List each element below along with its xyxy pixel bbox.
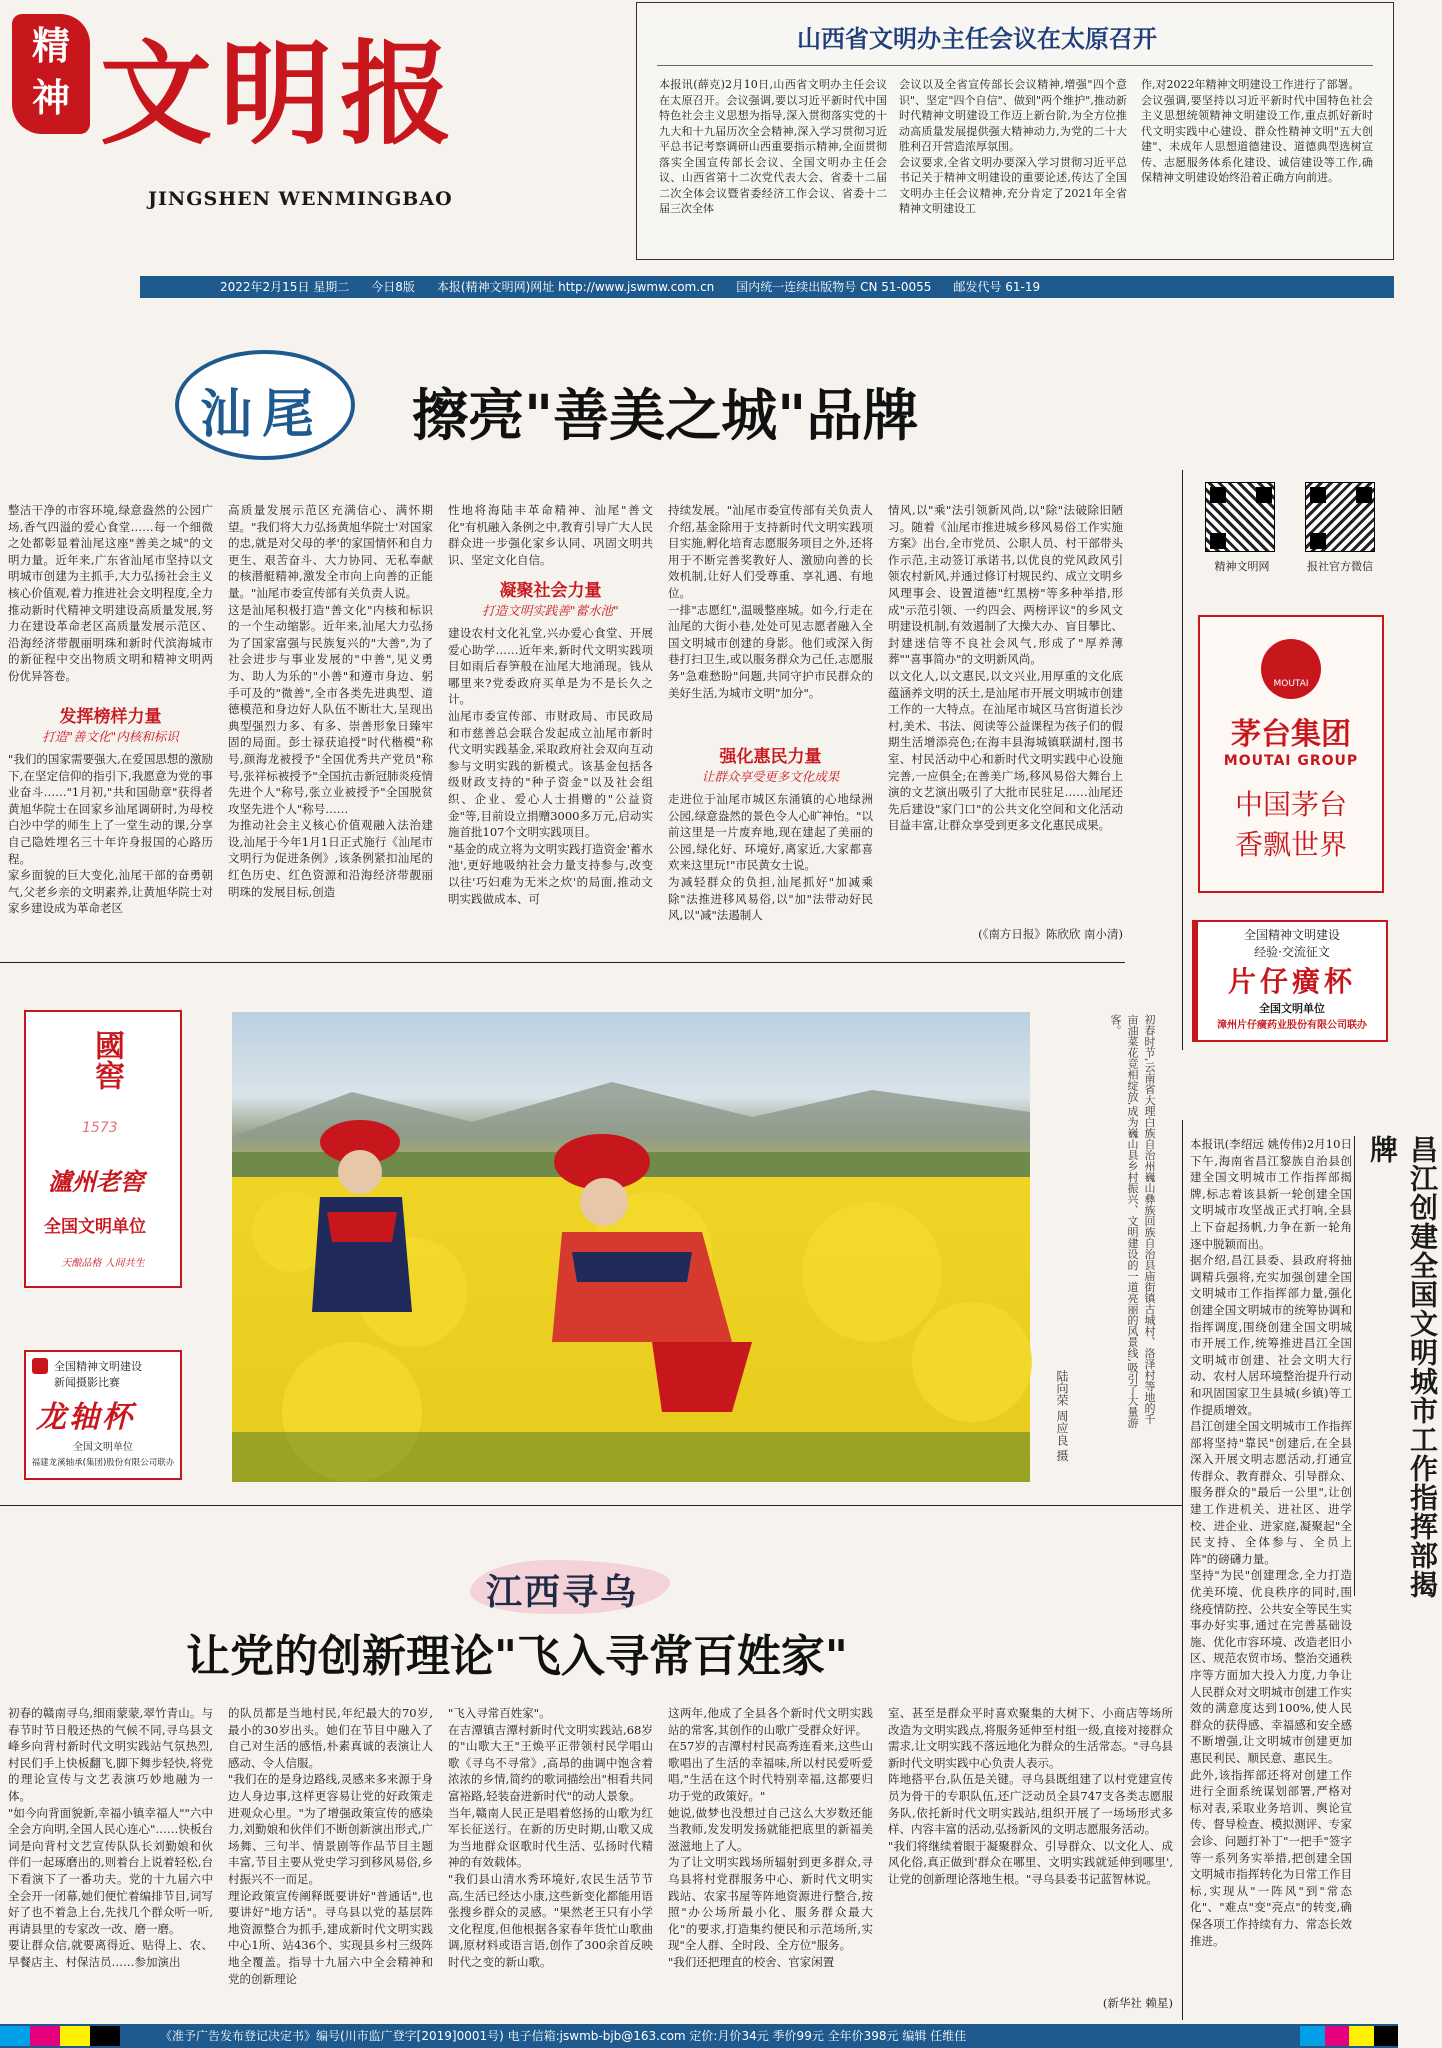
dateline-bar xyxy=(140,276,1394,298)
logo-seal: 精 神 xyxy=(12,14,90,134)
f1-col4-deck: 让群众享受更多文化成果 xyxy=(701,769,840,784)
moutai-slogan1: 中国茅台 xyxy=(1234,788,1347,821)
pzh-top1: 全国精神文明建设 xyxy=(1243,928,1340,942)
feature1-col1 xyxy=(8,502,213,948)
f1-col3-text: 性地将海陆丰革命精神、汕尾"善文化"有机融入条例之中,教育引导广大人民群众进一步强化家乡认同、巩固文明共识、坚定文化自信。 xyxy=(448,503,653,567)
feature1-col2 xyxy=(228,502,433,948)
guojiao-unit: 全国文明单位 xyxy=(44,1217,146,1237)
footer-text: 《准予广告发布登记决定书》编号(川市监广登字[2019]0001号) 电子信箱:jswmb-bjb@163.com 定价:月价34元 季价99元 全年价398元 编辑 任维佳 xyxy=(160,2029,967,2043)
feature1-col5 xyxy=(888,502,1123,948)
qr-code-wechat xyxy=(1305,482,1375,552)
feature2-col4: 这两年,他成了全县各个新时代文明实践站的常客,其创作的山歌广受群众好评。 在57岁的吉潭村村民高秀连看来,这些山歌唱出了生活的幸福味,所以村民爱听爱唱,"生活在这个时代特别幸福,这都要归功于党的政策好。" 她说,做梦也没想过自己这么大岁数还能当教师,发发明发扬就能把底里的新福美滋滋地上了人。 为了让文明实践场所辐射到更多群众,寻乌县将村党群服务中心、新时代文明实践站、农家书屋等阵地资源进行整合,按照"办公场所最小化、服务群众最大化"的要求,打造集约便民和示范场所,实现"全人群、全时段、全方位"服务。 "我们还把理直的校舍、官家闲置 xyxy=(668,1706,873,1969)
photo-scene xyxy=(232,1012,1030,1482)
f2-col5-text: 室、甚至是群众平时喜欢聚集的大树下、小商店等场所改造为文明实践点,将服务延伸至村组一级,直接对接群众需求,让文明实践不落远地化为群众的生活常态。"寻乌县新时代文明实践中心负责人表示。 阵地搭平台,队伍是关键。寻乌县既组建了以村党建宣传员为骨干的专职队伍,还广泛动员全县747支各类志愿服务队,依托新时代文明实践站,组织开展了一场场形式多样、内容丰富的活动,弘扬新风的文明志愿服务活动。 "我们将继续着眼于凝聚群众、引导群众、以文化人、成风化俗,真正做到'群众在哪里、文明实践就延伸到哪里',让党的创新理论落地生根。"寻乌县委书记蓝智林说。 xyxy=(888,1706,1173,1886)
feature2-col1: 初春的赣南寻乌,细雨蒙蒙,翠竹青山。与春节时节日般还热的气候不同,寻乌县文峰乡向背村新时代文明实践站气氛热烈,村民们手上快板翻飞,脚下舞步轻快,将党的理论宣传与文艺表演巧妙地融为一体。 "如今向背面貌新,幸福小镇幸福人""六中全会方向明,全国人民心连心"……快板台词是向背村文艺宣传队队长刘勤娘和伙伴们一起琢磨出的,则着台上说着轻松,台下看演下了一番功夫。党的十九届六中全会开一闭幕,她们便忙着编排节目,词写好了也不着急上台,先找几个群众听一听,再请县里的专家改一改、磨一磨。 要让群众信,就要离得近、贴得上、农、早餐店主、村保洁员……参加演出 xyxy=(8,1706,213,1969)
f1-col2-text: 高质量发展示范区充满信心、满怀期望。"我们将大力弘扬黄旭华院士'对国家的忠,就是对父母的孝'的家国情怀和自力更生、艰苦奋斗、大力协同、无私奉献的核潜艇精神,激发全市向上向善的正能量。"汕尾市委宣传部有关负责人说。 这是汕尾积极打造"善文化"内核和标识的一个生动缩影。近年来,汕尾大力弘扬为了国家富强与民族复兴的"大善",为了社会进步与事业发展的"中善",见义勇为、助人为乐的"小善"和遵市身边、躬手可及的"微善",全市各类先进典型、道德模范和身边好人队伍不断壮大,呈现出典型强烈力多、有多、崇善形象日臻牢固的局面。彭士禄获追授"时代楷模"称号,颜海龙被授予"全国优秀共产党员"称号,张祥标被授予"全国抗击新冠肺炎疫情先进个人"称号,张立业被授予"全国脱贫攻坚先进个人"称号…… 为推动社会主义核心价值观融入法治建设,汕尾于今年1月1日正式施行《汕尾市文明行为促进条例》,该条例紧扣汕尾的红色历史、红色资源和沿海经济带靓丽明珠的发展目标,创造 xyxy=(228,503,433,899)
section-divider-1 xyxy=(0,962,1125,963)
top-news-box xyxy=(636,2,1394,260)
lzb-name: 龙轴杯 xyxy=(36,1400,135,1435)
footer-bar xyxy=(0,2024,1398,2048)
feature1-headline: 擦亮"善美之城"品牌 xyxy=(412,384,919,449)
changjiang-text: 本报讯(李绍远 姚传伟)2月10日下午,海南省昌江黎族自治县创建全国文明城市工作指挥部揭牌,标志着该县新一轮创建全国文明城市攻坚战正式打响,全县上下奋起扬帆,力争在新一轮角逐中脱颖而出。 据介绍,昌江县委、县政府将抽调精兵强将,充实加强创建全国文明城市工作指挥部力量,强化创建全国文明城市的统筹协调和指挥调度,围绕创建全国文明城市开展工作,统筹推进昌江全国文明城市创建、社会文明大行动、农村人居环境整治提升行动和巩固国家卫生县城(乡镇)等工作提质增效。 昌江创建全国文明城市工作指挥部将坚持"靠民"创建后,在全县深入开展文明志愿活动,打通宣传群众、教育群众、引导群众、服务群众的"最后一公里",让创建工作进机关、进社区、进学校、进企业、进家庭,凝聚起"全民支持、全体参与、全员上阵"的磅礴力量。 坚持"为民"创建理念,全力打造优美环境、优良秩序的同时,围绕疫情防控、公共安全等民生实事办好实事,通过在完善基础设施、优化市容环境、改造老旧小区、规范农贸市场、整治交通秩序等方面加大投入力度,力争让人民群众对文明城市创建工作实效的满意度达到100%,使人民群众的获得感、幸福感和安全感不断增强,让文明城市创建更加惠民利民、顺民意、惠民生。 此外,该指挥部还将对创建工作进行全面系统谋划部署,严格对标对表,采取业务培训、舆论宣传、督导检查、模拟测评、专家会诊、问题打补丁"一把手"签字等一系列务实举措,把创建全国文明城市指挥转化为日常工作目标,实现从"一阵风"到"常态化"、"难点"变"亮点"的转变,确保各项工作持续有力、常态长效推进。 xyxy=(1190,1137,1352,1948)
changjiang-divider2 xyxy=(1354,1136,1355,1596)
sidebar-divider xyxy=(1182,470,1183,1050)
photo-credit: 陆向荣 周应良 摄 xyxy=(1055,1370,1069,1462)
postal-code: 邮发代号 61-19 xyxy=(953,280,1041,294)
rapeseed-photo xyxy=(232,1012,1030,1482)
top-news-col2: 会议以及全省宣传部长会议精神,增强"四个意识"、坚定"四个自信"、做到"两个维护",推动新时代精神文明建设工作迈上新台阶,为全方位推动高质量发展提供强大精神动力,为党的二十大胜利召开营造浓厚氛围。 会议要求,全省文明办要深入学习贯彻习近平总书记关于精神文明建设的重要论述,传达了全国文明办主任会议精神,充分肯定了2021年全省精神文明建设工 xyxy=(899,78,1127,215)
f1-col4-text: 持续发展。"汕尾市委宣传部有关负责人介绍,基金除用于支持新时代文明实践项目实施,孵化培育志愿服务项目之外,还将用于不断完善奖教好人、激励向善的长效机制,让好人们受尊重、享礼遇、有地位。 一排"志愿红",温暖整座城。如今,行走在汕尾的大街小巷,处处可见志愿者融入全国文明城市创建的身影。他们或深入街巷打扫卫生,或以服务群众为己任,志愿服务"急难愁盼"问题,共同守护市民群众的美好生活,为城市文明"加分"。 xyxy=(668,503,873,700)
cn-number: 国内统一连续出版物号 CN 51-0055 xyxy=(736,280,932,294)
f1-col1-subhead: 发挥榜样力量 xyxy=(59,707,162,727)
woman-left xyxy=(312,1120,412,1312)
f1-col3-subhead: 凝聚社会力量 xyxy=(499,581,602,601)
top-news-col3: 作,对2022年精神文明建设工作进行了部署。 会议强调,要坚持以习近平新时代中国特色社会主义思想统领精神文明建设工作,重点抓好新时代文明实践中心建设、群众性精神文明"五大创建"、未成年人思想道德建设、道德典型选树宣传、志愿服务体系化建设、诚信建设等工作,确保精神文明建设始终沿着正确方向前进。 xyxy=(1141,78,1373,184)
luzhou-logo: 瀘州老窖 xyxy=(48,1167,144,1196)
pages-today: 今日8版 xyxy=(371,280,415,294)
lzb-top1: 全国精神文明建设 xyxy=(54,1360,142,1373)
color-registration-marks xyxy=(0,2026,120,2046)
feature2-headline: 让党的创新理论"飞入寻常百姓家" xyxy=(186,1631,848,1682)
moutai-en: MOUTAI GROUP xyxy=(1223,753,1359,769)
issue-date: 2022年2月15日 星期二 xyxy=(220,280,350,294)
f1-col1-text: 整洁干净的市容环境,绿意盎然的公园广场,香气四溢的爱心食堂……每一个细微之处都彰显着汕尾这座"善美之城"的文明力量。近年来,广东省汕尾市坚持以文明城市创建为主抓手,大力弘扬社会主义核心价值观,着力推进社会文明程度,全力推动新时代精神文明建设高质量发展,努力在建设革命老区高质量发展示范区、沿海经济带靓丽明珠和新时代滨海城市的新征程中交出物质文明和精神文明两份优异答卷。 xyxy=(8,503,213,683)
lzb-company: 福建龙溪轴承(集团)股份有限公司联办 xyxy=(31,1458,175,1468)
feature2-col2: 的队员都是当地村民,年纪最大的70岁,最小的30岁出头。她们在节目中融入了自己对生活的感悟,朴素真诚的表演让人感动、令人信服。 "我们在的是身边路线,灵感来多来源于身边人身边事,这样更容易让党的好政策走进观众心里。"为了增强政策宣传的感染力,刘勤娘和伙伴们不断创新演出形式,广场舞、三句半、情景剧等作品节目主题丰富,节目主要从党史学习到移风易俗,乡村振兴不一而足。 理论政策宣传阐释既要讲好"普通话",也要讲好"地方话"。寻乌县以党的基层阵地资源整合为抓手,建成新时代文明实践中心1所、站436个、实现县乡村三级阵地全覆盖。指导十九届六中全会精神和党的创新理论 xyxy=(228,1706,433,1986)
guojiao-year: 1573 xyxy=(82,1120,118,1136)
f1-col3b-text: 建设农村文化礼堂,兴办爱心食堂、开展爱心助学……近年来,新时代文明实践项目如雨后春笋般在汕尾大地涌现。钱从哪里来?党委政府买单是为不是长久之计。 汕尾市委宣传部、市财政局、市民政局和市慈善总会联合发起成立汕尾市新时代文明实践基金,采取政府社会双向互动参与文明实践的新模式。该基金包括各级财政支持的"种子资金"以及社会组织、企业、爱心人士捐赠的"公益资金"等,目前设立捐赠3000多万元,启动实施首批107个文明实践项目。 "基金的成立将为文明实践打造资金'蓄水池',更好地吸纳社会力量支持参与,改变以往'巧妇难为无米之炊'的局面,推动文明实践做成本、可 xyxy=(448,626,653,906)
f1-col4b-text: 走进位于汕尾市城区东涌镇的心地绿洲公园,绿意盎然的景色令人心旷神怡。"以前这里是一片废弃地,现在建起了美丽的公园,绿化好、环境好,离家近,大家都喜欢来这里玩!"市民黄女士说。 为减轻群众的负担,汕尾抓好"加减乘除"法推进移风易俗,以"加"法带动好民风,以"减"法遏制人 xyxy=(668,792,873,923)
pzh-name: 片仔癀杯 xyxy=(1227,965,1356,998)
color-registration-marks-right xyxy=(1300,2026,1398,2046)
kicker-xunwu: 江西寻乌 xyxy=(486,1571,639,1613)
feature1-col3 xyxy=(448,502,653,948)
changjiang-divider xyxy=(1182,1120,1183,2020)
guojiao-logo: 國窖 xyxy=(89,1030,124,1090)
feature2-col5 xyxy=(888,1705,1173,2015)
photo-caption: 初春时节,云南省大理白族自治州巍山彝族回族自治县庙街镇古城村、洛泽村等地的千亩油菜花竞相绽放,成为巍山县乡村振兴、文明建设的一道亮丽的风景线,吸引了大量游客。 xyxy=(1109,1014,1156,1428)
pinyin: JINGSHEN WENMINGBAO xyxy=(148,188,453,210)
website: 本报(精神文明网)网址 http://www.jswmw.com.cn xyxy=(436,280,715,294)
f1-col1b-text: "我们的国家需要强大,在爱国思想的激励下,在坚定信仰的指引下,我愿意为党的事业奋斗……"1月初,"共和国勋章"获得者黄旭华院士在回家乡汕尾调研时,为母校白沙中学的师生上了一堂生动的课,分享自己隐姓埋名三十年许身报国的心路历程。 家乡面貌的巨大变化,汕尾干部的奋勇朝气,父老乡亲的文明素养,让黄旭华院士对家乡建设成为革命老区 xyxy=(8,752,213,916)
feature1-col4 xyxy=(668,502,873,948)
longzhou-ad xyxy=(24,1350,182,1480)
guojiao-ad xyxy=(24,1010,182,1288)
f1-col1-deck: 打造"善文化"内核和标识 xyxy=(42,729,179,744)
moutai-ad xyxy=(1198,615,1384,893)
top-news-col1: 本报讯(薛克)2月10日,山西省文明办主任会议在太原召开。会议强调,要以习近平新时代中国特色社会主义思想为指导,深入贯彻落实党的十九大和十九届历次全会精神,深入学习贯彻习近平总书记考察调研山西重要指示精神,全面贯彻落实全国宣传部长会议、全国文明办主任会议、山西省第十二次党代表大会、省委十二届二次全体会议暨省委经济工作会议、省委十二届三次全体 xyxy=(659,78,887,215)
logo-wordmark: 文明报 xyxy=(100,29,460,160)
f2-byline: (新华社 赖星) xyxy=(1102,1996,1173,2010)
lzb-logo xyxy=(32,1358,48,1374)
section-divider-2 xyxy=(0,1505,1182,1506)
top-news-title: 山西省文明办主任会议在太原召开 xyxy=(797,25,1157,53)
f1-col3-deck: 打造文明实践善"蓄水池" xyxy=(482,603,619,618)
qr-code-jswmw xyxy=(1205,482,1275,552)
qr1-label: 精神文明网 xyxy=(1214,560,1270,573)
qr2-label: 报社官方微信 xyxy=(1307,560,1373,573)
kicker-shanwei: 汕尾 xyxy=(200,384,325,445)
f1-col5-text: 情风,以"乘"法引领新风尚,以"除"法破除旧陋习。随着《汕尾市推进城乡移风易俗工作实施方案》出台,全市党员、公职人员、村干部带头作示范,主动签订承诺书,以优良的党风政风引领农村新风,并通过修订村规民约、成立文明乡风理事会、设置道德"红黑榜"等多种举措,形成"示范引领、一约四会、两榜评议"的乡风文明建设机制,有效遏制了大操大办、盲目攀比、封建迷信等不良社会风气,形成了"厚养薄葬""喜事简办"的文明新风尚。 以文化人,以文惠民,以文兴业,用厚重的文化底蕴涵养文明的沃土,是汕尾市开展文明城市创建工作的一大特点。在汕尾市城区马宫街道长沙村,美术、书法、阅读等公益课程为孩子们的假期生活增添亮色;在海丰县海城镇联湖村,图书室、村民活动中心和新时代文明实践中心设施完善,一应俱全;在善美广场,移风易俗大舞台上演的文艺演出吸引了大批市民驻足……汕尾还先后建设"家门口"的公共文化空间和文化活动目益丰富,让群众享受到更多文化惠民成果。 xyxy=(888,503,1123,833)
masthead xyxy=(0,0,480,230)
moutai-slogan2: 香飘世界 xyxy=(1234,828,1347,861)
pzh-unit: 全国文明单位 xyxy=(1259,1002,1325,1015)
pzh-company: 漳州片仔癀药业股份有限公司联办 xyxy=(1217,1020,1367,1031)
f1-col4-subhead: 强化惠民力量 xyxy=(719,747,822,767)
changjiang-title: 昌江创建全国文明城市工作指挥部揭牌 xyxy=(1366,1135,1439,1599)
lzb-top2: 新闻摄影比赛 xyxy=(54,1376,120,1389)
pianzaihuang-ad xyxy=(1192,920,1388,1042)
f1-byline: (《南方日报》陈欣欣 南小清) xyxy=(978,927,1123,941)
guojiao-slogan: 天酿品格 人间共生 xyxy=(61,1258,145,1269)
lzb-unit: 全国文明单位 xyxy=(73,1442,133,1453)
feature2-col3: "飞入寻常百姓家"。 在吉潭镇吉潭村新时代文明实践站,68岁的"山歌大王"王焕平正带领村民学唱山歌《寻乌不寻常》,高昂的曲调中饱含着浓浓的乡情,简约的歌词描绘出"相看共同富裕路,轻装奋进新时代"的动人景象。 当年,赣南人民正是唱着悠扬的山歌为红军长征送行。在新的历史时期,山歌又成为当地群众讴歌时代生活、弘扬时代精神的有效载体。 "我们县山清水秀环境好,农民生活节节高,生活已经达小康,这些新变化都能用语张搜乡群众的灵感。"果然老王只有小学文化程度,但他根据各家春年货忙山歌曲调,原材料或语言语,创作了300余首反映时代之变的新山歌。 xyxy=(448,1706,653,1969)
moutai-logo-icon: MOUTAI xyxy=(1261,639,1321,699)
pzh-top2: 经验·交流征文 xyxy=(1254,945,1330,959)
moutai-cn: 茅台集团 xyxy=(1231,717,1351,752)
